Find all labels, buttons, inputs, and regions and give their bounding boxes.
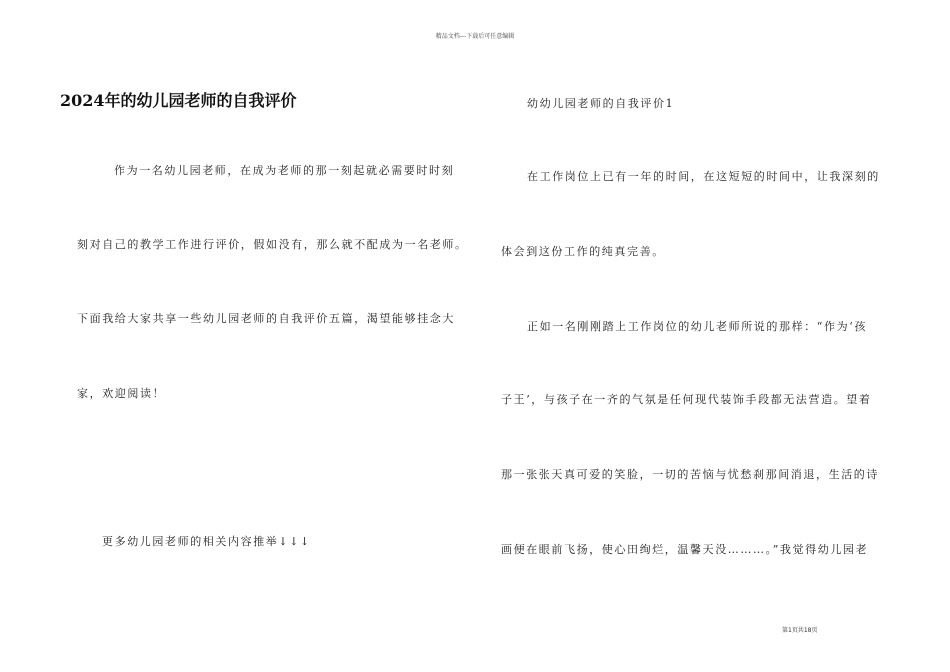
- paragraph-line: 画便在眼前飞扬，使心田绚烂，温馨天没………。”我觉得幼儿园老: [501, 543, 869, 556]
- header-note: 精品文档---下载后可任意编辑: [435, 33, 515, 40]
- paragraph-line: 下面我给大家共享一些幼儿园老师的自我评价五篇，渴望能够挂念大: [77, 312, 455, 325]
- paragraph-line: 在工作岗位上已有一年的时间，在这短短的时间中，让我深刻的: [527, 170, 880, 183]
- document-title: 2024年的幼儿园老师的自我评价: [60, 91, 297, 110]
- paragraph-line: 正如一名刚刚踏上工作岗位的幼儿老师所说的那样：“作为‘孩: [527, 320, 867, 333]
- section-heading: 幼幼儿园老师的自我评价1: [527, 97, 675, 110]
- paragraph-line: 刻对自己的教学工作进行评价，假如没有，那么就不配成为一名老师。: [77, 238, 468, 251]
- paragraph-line: 体会到这份工作的纯真完善。: [501, 245, 665, 258]
- page-number: 第1页共18页: [782, 627, 818, 634]
- related-content-line: 更多幼儿园老师的相关内容推举↓↓↓: [102, 535, 311, 548]
- paragraph-line: 那一张张天真可爱的笑脸，一切的苦恼与忧愁刹那间消退，生活的诗: [501, 468, 879, 481]
- paragraph-line: 家，欢迎阅读！: [77, 387, 166, 400]
- paragraph-line: 作为一名幼儿园老师，在成为老师的那一刻起就必需要时时刻: [114, 164, 455, 177]
- paragraph-line: 子王’，与孩子在一齐的气氛是任何现代装饰手段都无法营造。望着: [501, 393, 872, 406]
